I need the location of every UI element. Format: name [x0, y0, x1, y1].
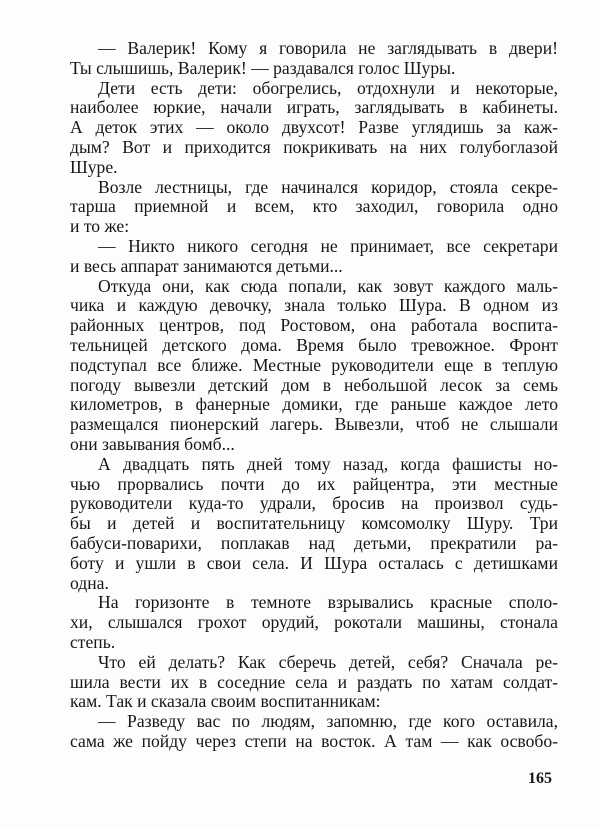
text-line: Шуре. [70, 156, 118, 177]
text-line: чика и каждую девочку, знала только Шура. В одном из [70, 295, 558, 316]
paragraph [70, 39, 558, 79]
text-line: — Валерик! Кому я говорила не заглядывать в двери! [98, 38, 558, 58]
text-line: размещался пионерский лагерь. Вывезли, чтоб не слышали [70, 414, 558, 435]
paragraph [70, 79, 558, 178]
text-line: Возле лестницы, где начинался коридор, стояла секре- [98, 176, 558, 197]
text-line: погоду вывезли детский дом в небольшой лесок за семь [70, 374, 558, 395]
text-line: руководители куда-то удрали, бросив на произвол судь- [70, 493, 558, 514]
paragraph [70, 237, 558, 277]
text-line: тарша приемной и всем, кто заходил, говорила одно [70, 196, 558, 217]
text-line: степь. [70, 631, 116, 652]
page-number: 165 [528, 770, 552, 787]
text-line: — Никто никого сегодня не принимает, все секретари [98, 235, 558, 256]
text-line: дым? Вот и приходится покрикивать на них голубоглазой [70, 136, 558, 157]
text-line: кам. Так и сказала своим воспитанникам: [70, 691, 381, 712]
text-line: сама же пойду через степи на восток. А там — как освобо- [70, 730, 558, 751]
text-line: и весь аппарат занимаются детьми... [70, 255, 343, 276]
text-line: тельницей детского дома. Время было тревожное. Фронт [70, 334, 558, 355]
text-line: наиболее юркие, начали играть, заглядывать в кабинеты. [70, 97, 558, 118]
text-line: — Разведу вас по людям, запомню, где кого оставила, [98, 711, 558, 732]
text-line: боту и ушли в свои села. И Шура осталась с детишками [70, 552, 558, 573]
text-line: подступал все ближе. Местные руководители еще в теплую [70, 354, 558, 375]
text-line: одна. [70, 572, 109, 593]
paragraph [70, 178, 558, 237]
text-line: и то же: [70, 216, 130, 237]
text-line: Что ей делать? Как сберечь детей, себя? Сначала ре- [98, 651, 558, 672]
paragraph [70, 277, 558, 455]
text-line: Дети есть дети: обогрелись, отдохнули и некоторые, [98, 77, 558, 98]
text-line: районных центров, под Ростовом, она работала воспита- [70, 315, 558, 336]
text-line: А двадцать пять дней тому назад, когда фашисты но- [98, 453, 558, 474]
text-line: бабуси-поварихи, поплакав над детьми, прекратили ра- [70, 532, 558, 553]
paragraph [70, 653, 558, 712]
text-line: А деток этих — около двухсот! Разве углядишь за каж- [70, 117, 558, 138]
paragraph [70, 712, 558, 752]
text-line: километров, в фанерные домики, где раньше каждое лето [70, 394, 558, 415]
text-line: они завывания бомб... [70, 433, 235, 454]
text-line: На горизонте в темноте взрывались красные споло- [98, 592, 558, 613]
text-line: Откуда они, как сюда попали, как зовут каждого маль- [98, 275, 558, 296]
page-text [70, 39, 558, 752]
paragraph [70, 593, 558, 652]
text-line: Ты слышишь, Валерик! — раздавался голос Шуры. [70, 57, 456, 78]
paragraph [70, 455, 558, 594]
text-line: чью прорвались почти до их райцентра, эти местные [70, 473, 558, 494]
text-line: бы и детей и воспитательницу комсомолку Шуру. Три [70, 513, 558, 534]
text-line: хи, слышался грохот орудий, рокотали машины, стонала [70, 612, 558, 633]
text-line: шила вести их в соседние села и раздать по хатам солдат- [70, 671, 558, 692]
